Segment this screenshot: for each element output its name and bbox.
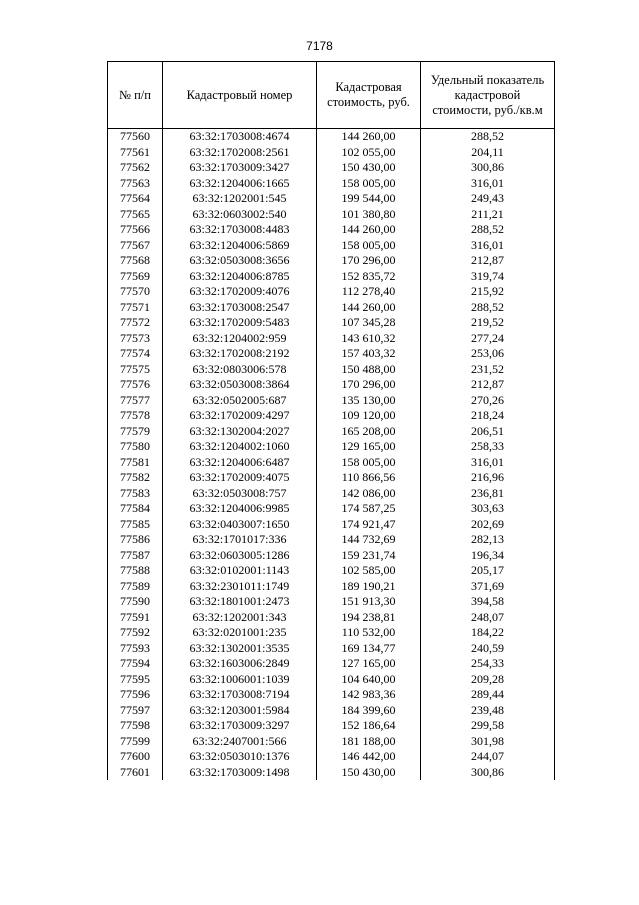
- cadastral-value-cell: 110 532,00: [317, 625, 421, 641]
- cadastral-value-cell: 144 260,00: [317, 222, 421, 238]
- specific-value-cell: 204,11: [421, 145, 555, 161]
- header-cadastral-number: Кадастровый номер: [163, 62, 317, 129]
- table-row: [108, 362, 555, 378]
- row-number-cell: 77600: [108, 749, 163, 765]
- specific-value-cell: 219,52: [421, 315, 555, 331]
- cadastral-number-cell: 63:32:1204006:8785: [163, 269, 317, 285]
- row-number-cell: 77594: [108, 656, 163, 672]
- cadastral-number-cell: 63:32:1703009:1498: [163, 765, 317, 781]
- table-row: [108, 269, 555, 285]
- table-row: [108, 408, 555, 424]
- cadastral-value-cell: 174 921,47: [317, 517, 421, 533]
- row-number-cell: 77590: [108, 594, 163, 610]
- table-row: [108, 439, 555, 455]
- table-row: [108, 424, 555, 440]
- table-row: [108, 625, 555, 641]
- cadastral-number-cell: 63:32:1302004:2027: [163, 424, 317, 440]
- cadastral-value-cell: 150 488,00: [317, 362, 421, 378]
- row-number-cell: 77570: [108, 284, 163, 300]
- table-row: [108, 284, 555, 300]
- cadastral-value-cell: 150 430,00: [317, 765, 421, 781]
- cadastral-value-cell: 101 380,80: [317, 207, 421, 223]
- specific-value-cell: 240,59: [421, 641, 555, 657]
- specific-value-cell: 212,87: [421, 253, 555, 269]
- table-row: [108, 470, 555, 486]
- row-number-cell: 77585: [108, 517, 163, 533]
- specific-value-cell: 300,86: [421, 765, 555, 781]
- table-row: [108, 222, 555, 238]
- cadastral-value-cell: 102 055,00: [317, 145, 421, 161]
- cadastral-value-cell: 144 260,00: [317, 129, 421, 145]
- cadastral-value-cell: 143 610,32: [317, 331, 421, 347]
- cadastral-number-cell: 63:32:1703008:4674: [163, 129, 317, 145]
- row-number-cell: 77595: [108, 672, 163, 688]
- row-number-cell: 77599: [108, 734, 163, 750]
- specific-value-cell: 253,06: [421, 346, 555, 362]
- cadastral-value-cell: 189 190,21: [317, 579, 421, 595]
- cadastral-number-cell: 63:32:1006001:1039: [163, 672, 317, 688]
- cadastral-number-cell: 63:32:0403007:1650: [163, 517, 317, 533]
- specific-value-cell: 244,07: [421, 749, 555, 765]
- table-row: [108, 749, 555, 765]
- specific-value-cell: 254,33: [421, 656, 555, 672]
- row-number-cell: 77574: [108, 346, 163, 362]
- cadastral-value-cell: 144 260,00: [317, 300, 421, 316]
- cadastral-value-cell: 169 134,77: [317, 641, 421, 657]
- specific-value-cell: 319,74: [421, 269, 555, 285]
- row-number-cell: 77601: [108, 765, 163, 781]
- table-row: [108, 610, 555, 626]
- cadastral-value-cell: 107 345,28: [317, 315, 421, 331]
- cadastral-number-cell: 63:32:1702009:4075: [163, 470, 317, 486]
- specific-value-cell: 316,01: [421, 176, 555, 192]
- table-row: [108, 594, 555, 610]
- row-number-cell: 77586: [108, 532, 163, 548]
- cadastral-value-cell: 144 732,69: [317, 532, 421, 548]
- specific-value-cell: 394,58: [421, 594, 555, 610]
- table-row: [108, 563, 555, 579]
- cadastral-number-cell: 63:32:0503010:1376: [163, 749, 317, 765]
- cadastral-value-cell: 150 430,00: [317, 160, 421, 176]
- row-number-cell: 77573: [108, 331, 163, 347]
- cadastral-number-cell: 63:32:2301011:1749: [163, 579, 317, 595]
- table-row: [108, 532, 555, 548]
- cadastral-number-cell: 63:32:1702009:5483: [163, 315, 317, 331]
- specific-value-cell: 184,22: [421, 625, 555, 641]
- row-number-cell: 77597: [108, 703, 163, 719]
- cadastral-number-cell: 63:32:0502005:687: [163, 393, 317, 409]
- table-body: [108, 129, 555, 781]
- specific-value-cell: 236,81: [421, 486, 555, 502]
- specific-value-cell: 289,44: [421, 687, 555, 703]
- specific-value-cell: 249,43: [421, 191, 555, 207]
- cadastral-value-cell: 112 278,40: [317, 284, 421, 300]
- row-number-cell: 77561: [108, 145, 163, 161]
- cadastral-number-cell: 63:32:0503008:3656: [163, 253, 317, 269]
- table-row: [108, 331, 555, 347]
- table-row: [108, 315, 555, 331]
- table-row: [108, 501, 555, 517]
- cadastral-number-cell: 63:32:1703008:2547: [163, 300, 317, 316]
- row-number-cell: 77567: [108, 238, 163, 254]
- cadastral-value-cell: 170 296,00: [317, 253, 421, 269]
- cadastral-number-cell: 63:32:1702009:4076: [163, 284, 317, 300]
- specific-value-cell: 212,87: [421, 377, 555, 393]
- row-number-cell: 77563: [108, 176, 163, 192]
- row-number-cell: 77565: [108, 207, 163, 223]
- cadastral-value-cell: 151 913,30: [317, 594, 421, 610]
- cadastral-value-cell: 102 585,00: [317, 563, 421, 579]
- specific-value-cell: 301,98: [421, 734, 555, 750]
- cadastral-number-cell: 63:32:0102001:1143: [163, 563, 317, 579]
- cadastral-number-cell: 63:32:1204006:5869: [163, 238, 317, 254]
- row-number-cell: 77596: [108, 687, 163, 703]
- cadastral-value-cell: 146 442,00: [317, 749, 421, 765]
- specific-value-cell: 211,21: [421, 207, 555, 223]
- cadastral-number-cell: 63:32:1204002:1060: [163, 439, 317, 455]
- row-number-cell: 77591: [108, 610, 163, 626]
- cadastral-value-cell: 157 403,32: [317, 346, 421, 362]
- cadastral-number-cell: 63:32:1302001:3535: [163, 641, 317, 657]
- header-row-number: № п/п: [108, 62, 163, 129]
- cadastral-value-cell: 165 208,00: [317, 424, 421, 440]
- cadastral-number-cell: 63:32:1703009:3427: [163, 160, 317, 176]
- row-number-cell: 77589: [108, 579, 163, 595]
- specific-value-cell: 299,58: [421, 718, 555, 734]
- cadastral-value-cell: 104 640,00: [317, 672, 421, 688]
- row-number-cell: 77575: [108, 362, 163, 378]
- specific-value-cell: 270,26: [421, 393, 555, 409]
- table-row: [108, 207, 555, 223]
- row-number-cell: 77577: [108, 393, 163, 409]
- header-specific-value: Удельный показатель кадастровой стоимости, руб./кв.м: [421, 62, 555, 129]
- cadastral-value-cell: 142 086,00: [317, 486, 421, 502]
- cadastral-number-cell: 63:32:1202001:343: [163, 610, 317, 626]
- cadastral-value-cell: 159 231,74: [317, 548, 421, 564]
- table-row: [108, 300, 555, 316]
- row-number-cell: 77583: [108, 486, 163, 502]
- cadastral-value-cell: 142 983,36: [317, 687, 421, 703]
- specific-value-cell: 282,13: [421, 532, 555, 548]
- cadastral-number-cell: 63:32:1203001:5984: [163, 703, 317, 719]
- table-row: [108, 579, 555, 595]
- page-number: 7178: [306, 39, 333, 53]
- cadastral-value-cell: 109 120,00: [317, 408, 421, 424]
- cadastral-number-cell: 63:32:1204002:959: [163, 331, 317, 347]
- row-number-cell: 77566: [108, 222, 163, 238]
- specific-value-cell: 277,24: [421, 331, 555, 347]
- row-number-cell: 77587: [108, 548, 163, 564]
- cadastral-value-cell: 129 165,00: [317, 439, 421, 455]
- table-row: [108, 765, 555, 781]
- specific-value-cell: 316,01: [421, 455, 555, 471]
- table-row: [108, 641, 555, 657]
- row-number-cell: 77593: [108, 641, 163, 657]
- cadastral-number-cell: 63:32:2407001:566: [163, 734, 317, 750]
- specific-value-cell: 300,86: [421, 160, 555, 176]
- cadastral-value-cell: 152 186,64: [317, 718, 421, 734]
- table-row: [108, 548, 555, 564]
- specific-value-cell: 218,24: [421, 408, 555, 424]
- specific-value-cell: 258,33: [421, 439, 555, 455]
- specific-value-cell: 239,48: [421, 703, 555, 719]
- table-row: [108, 455, 555, 471]
- cadastral-value-cell: 174 587,25: [317, 501, 421, 517]
- table-row: [108, 718, 555, 734]
- cadastral-value-cell: 158 005,00: [317, 176, 421, 192]
- specific-value-cell: 316,01: [421, 238, 555, 254]
- cadastral-value-cell: 158 005,00: [317, 238, 421, 254]
- table-row: [108, 656, 555, 672]
- specific-value-cell: 202,69: [421, 517, 555, 533]
- table-row: [108, 160, 555, 176]
- row-number-cell: 77572: [108, 315, 163, 331]
- specific-value-cell: 209,28: [421, 672, 555, 688]
- row-number-cell: 77578: [108, 408, 163, 424]
- row-number-cell: 77588: [108, 563, 163, 579]
- cadastral-number-cell: 63:32:1801001:2473: [163, 594, 317, 610]
- specific-value-cell: 371,69: [421, 579, 555, 595]
- table-row: [108, 253, 555, 269]
- cadastral-number-cell: 63:32:1701017:336: [163, 532, 317, 548]
- table-row: [108, 687, 555, 703]
- table-row: [108, 176, 555, 192]
- cadastral-value-cell: 170 296,00: [317, 377, 421, 393]
- table-row: [108, 346, 555, 362]
- table-row: [108, 703, 555, 719]
- table-row: [108, 486, 555, 502]
- row-number-cell: 77569: [108, 269, 163, 285]
- table-row: [108, 145, 555, 161]
- cadastral-value-cell: 135 130,00: [317, 393, 421, 409]
- specific-value-cell: 205,17: [421, 563, 555, 579]
- row-number-cell: 77564: [108, 191, 163, 207]
- cadastral-value-cell: 158 005,00: [317, 455, 421, 471]
- cadastral-value-cell: 127 165,00: [317, 656, 421, 672]
- cadastral-number-cell: 63:32:1202001:545: [163, 191, 317, 207]
- row-number-cell: 77568: [108, 253, 163, 269]
- cadastral-number-cell: 63:32:0803006:578: [163, 362, 317, 378]
- specific-value-cell: 248,07: [421, 610, 555, 626]
- table-row: [108, 517, 555, 533]
- cadastral-number-cell: 63:32:1603006:2849: [163, 656, 317, 672]
- row-number-cell: 77579: [108, 424, 163, 440]
- row-number-cell: 77582: [108, 470, 163, 486]
- row-number-cell: 77584: [108, 501, 163, 517]
- specific-value-cell: 288,52: [421, 129, 555, 145]
- row-number-cell: 77562: [108, 160, 163, 176]
- cadastral-value-cell: 152 835,72: [317, 269, 421, 285]
- table-header-row: [108, 62, 555, 129]
- row-number-cell: 77580: [108, 439, 163, 455]
- cadastral-value-cell: 184 399,60: [317, 703, 421, 719]
- row-number-cell: 77560: [108, 129, 163, 145]
- cadastral-number-cell: 63:32:0201001:235: [163, 625, 317, 641]
- row-number-cell: 77592: [108, 625, 163, 641]
- specific-value-cell: 231,52: [421, 362, 555, 378]
- cadastral-number-cell: 63:32:1702009:4297: [163, 408, 317, 424]
- specific-value-cell: 303,63: [421, 501, 555, 517]
- cadastral-number-cell: 63:32:1702008:2561: [163, 145, 317, 161]
- table-row: [108, 377, 555, 393]
- specific-value-cell: 196,34: [421, 548, 555, 564]
- table-row: [108, 393, 555, 409]
- table-row: [108, 191, 555, 207]
- row-number-cell: 77576: [108, 377, 163, 393]
- specific-value-cell: 288,52: [421, 222, 555, 238]
- cadastral-number-cell: 63:32:1204006:6487: [163, 455, 317, 471]
- cadastral-number-cell: 63:32:1204006:1665: [163, 176, 317, 192]
- cadastral-number-cell: 63:32:1703008:4483: [163, 222, 317, 238]
- header-cadastral-value: Кадастровая стоимость, руб.: [317, 62, 421, 129]
- table-row: [108, 129, 555, 145]
- cadastral-number-cell: 63:32:0603002:540: [163, 207, 317, 223]
- cadastral-value-table: [107, 61, 555, 780]
- row-number-cell: 77598: [108, 718, 163, 734]
- cadastral-number-cell: 63:32:0603005:1286: [163, 548, 317, 564]
- cadastral-number-cell: 63:32:1703008:7194: [163, 687, 317, 703]
- specific-value-cell: 206,51: [421, 424, 555, 440]
- specific-value-cell: 216,96: [421, 470, 555, 486]
- cadastral-value-cell: 194 238,81: [317, 610, 421, 626]
- specific-value-cell: 288,52: [421, 300, 555, 316]
- cadastral-number-cell: 63:32:1702008:2192: [163, 346, 317, 362]
- cadastral-number-cell: 63:32:0503008:3864: [163, 377, 317, 393]
- cadastral-number-cell: 63:32:1204006:9985: [163, 501, 317, 517]
- cadastral-number-cell: 63:32:0503008:757: [163, 486, 317, 502]
- cadastral-value-cell: 181 188,00: [317, 734, 421, 750]
- specific-value-cell: 215,92: [421, 284, 555, 300]
- table-row: [108, 238, 555, 254]
- cadastral-value-cell: 110 866,56: [317, 470, 421, 486]
- table-row: [108, 734, 555, 750]
- row-number-cell: 77581: [108, 455, 163, 471]
- cadastral-number-cell: 63:32:1703009:3297: [163, 718, 317, 734]
- cadastral-value-cell: 199 544,00: [317, 191, 421, 207]
- table-row: [108, 672, 555, 688]
- row-number-cell: 77571: [108, 300, 163, 316]
